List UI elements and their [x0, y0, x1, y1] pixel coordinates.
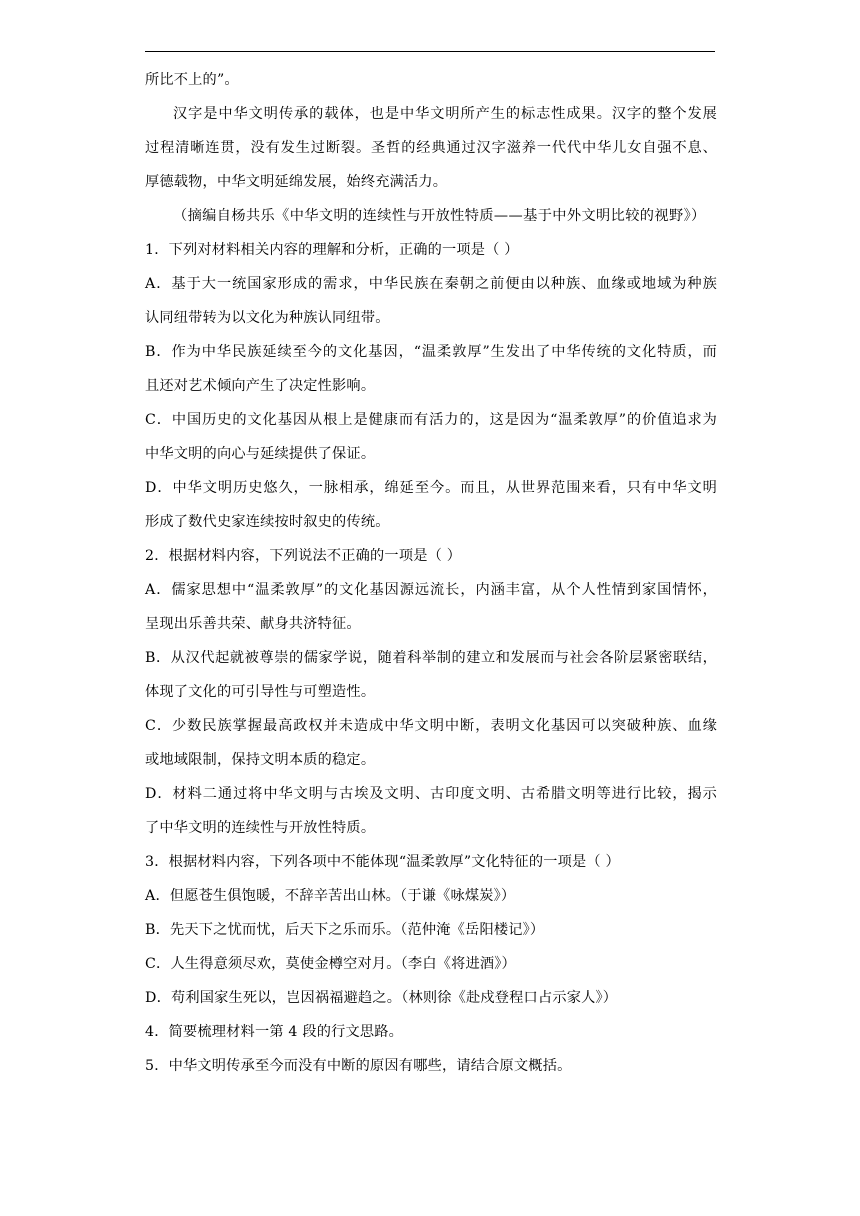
option-b-cont: 体现了文化的可引导性与可塑造性。 [145, 684, 376, 700]
option-d-cont: 了中华文明的连续性与开放性特质。 [145, 820, 376, 836]
option-b: B．从汉代起就被尊崇的儒家学说，随着科举制的建立和发展而与社会各阶层紧密联结， [145, 650, 717, 666]
question-stem: 5．中华文明传承至今而没有中断的原因有哪些，请结合原文概括。 [145, 1058, 572, 1074]
option-a: A．儒家思想中“温柔敦厚”的文化基因源远流长，内涵丰富，从个人性情到家国情怀， [145, 582, 717, 598]
header-rule [145, 51, 715, 52]
option-b: B．先天下之忧而忧，后天下之乐而乐。（范仲淹《岳阳楼记》） [145, 922, 545, 938]
question-stem: 4．简要梳理材料一第 4 段的行文思路。 [145, 1024, 404, 1040]
option-b-cont: 且还对艺术倾向产生了决定性影响。 [145, 378, 376, 394]
option-d: D．中华文明历史悠久，一脉相承，绵延至今。而且，从世界范围来看，只有中华文明 [145, 480, 717, 496]
option-b: B．作为中华民族延续至今的文化基因，“温柔敦厚”生发出了中华传统的文化特质，而 [145, 344, 717, 360]
passage-source: （摘编自杨共乐《中华文明的连续性与开放性特质——基于中外文明比较的视野》） [173, 208, 706, 224]
question-stem: 3．根据材料内容，下列各项中不能体现“温柔敦厚”文化特征的一项是（ ） [145, 854, 620, 870]
option-d: D．材料二通过将中华文明与古埃及文明、古印度文明、古希腊文明等进行比较，揭示 [145, 786, 717, 802]
option-c: C．中国历史的文化基因从根上是健康而有活力的，这是因为“温柔敦厚”的价值追求为 [145, 412, 717, 428]
option-c-cont: 中华文明的向心与延续提供了保证。 [145, 446, 376, 462]
option-a: A．基于大一统国家形成的需求，中华民族在秦朝之前便由以种族、血缘或地域为种族 [145, 276, 717, 292]
document-body [145, 63, 717, 1083]
option-d: D．苟利国家生死以，岂因祸福避趋之。（林则徐《赴戍登程口占示家人》） [145, 990, 618, 1006]
passage-line: 汉字是中华文明传承的载体，也是中华文明所产生的标志性成果。汉字的整个发展 [173, 106, 717, 122]
option-c-cont: 或地域限制，保持文明本质的稳定。 [145, 752, 376, 768]
passage-line: 厚德载物，中华文明延绵发展，始终充满活力。 [145, 174, 448, 190]
option-a-cont: 认同纽带转为以文化为种族认同纽带。 [145, 310, 390, 326]
option-a-cont: 呈现出乐善共荣、献身共济特征。 [145, 616, 361, 632]
question-stem: 1．下列对材料相关内容的理解和分析，正确的一项是（ ） [145, 242, 519, 258]
question-stem: 2．根据材料内容，下列说法不正确的一项是（ ） [145, 548, 462, 564]
passage-line: 过程清晰连贯，没有发生过断裂。圣哲的经典通过汉字滋养一代代中华儿女自强不息、 [145, 140, 717, 156]
passage-line: 所比不上的”。 [145, 72, 239, 88]
option-a: A．但愿苍生俱饱暖，不辞辛苦出山林。（于谦《咏煤炭》） [145, 888, 516, 904]
option-c: C．少数民族掌握最高政权并未造成中华文明中断，表明文化基因可以突破种族、血缘 [145, 718, 717, 734]
option-d-cont: 形成了数代史家连续按时叙史的传统。 [145, 514, 390, 530]
option-c: C．人生得意须尽欢，莫使金樽空对月。（李白《将进酒》） [145, 956, 516, 972]
